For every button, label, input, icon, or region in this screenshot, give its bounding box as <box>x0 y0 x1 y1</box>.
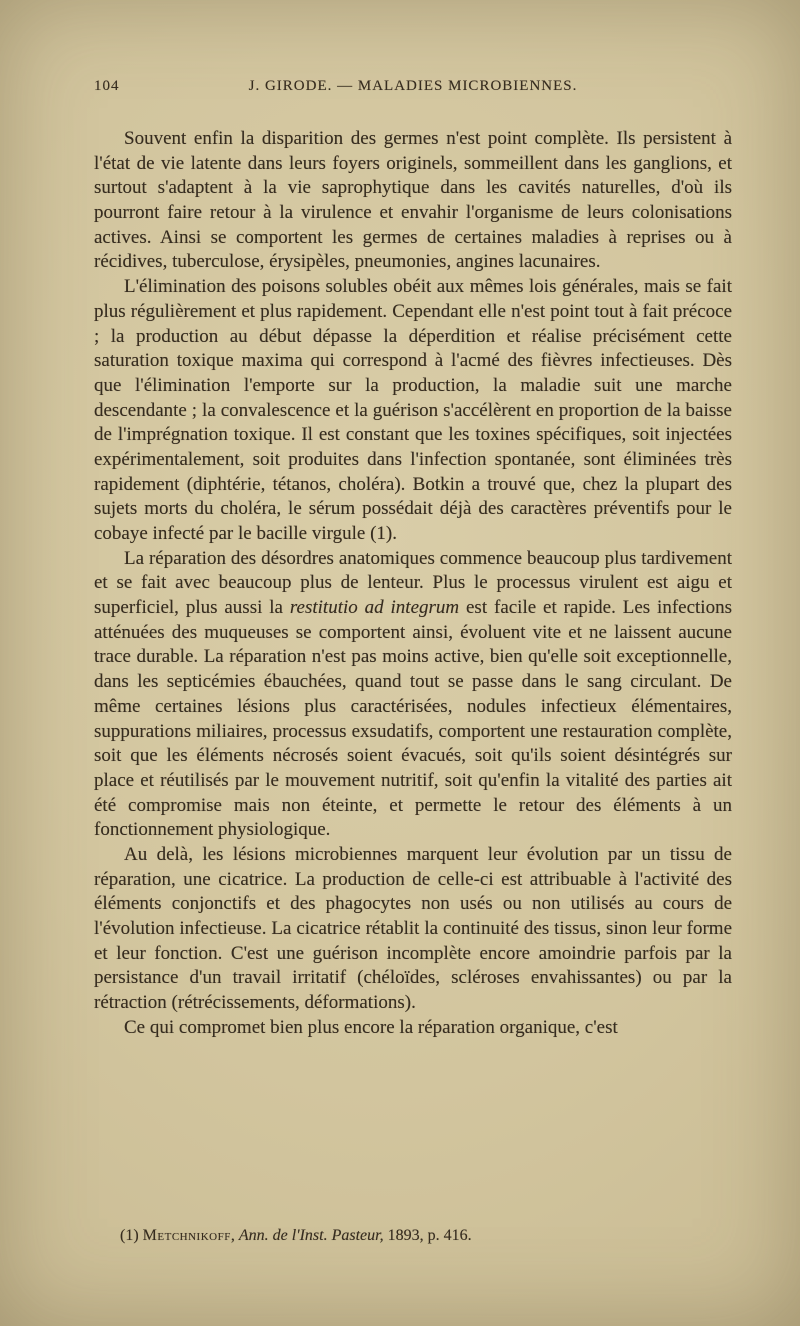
page-number: 104 <box>94 78 120 94</box>
paragraph-4: Au delà, les lésions microbiennes marquent leur évolution par un tissu de réparation, une cicatrice. La production de celle-ci est attribuable à l'activité des éléments conjonctifs et des phagocytes non usés ou non utilisés au cours de l'évolution infectieuse. La cicatrice rétablit la continuité des tissus, sinon leur forme et leur fonction. C'est une guérison incomplète encore amoindrie parfois par la persistance d'un travail irritatif (chéloïdes, scléroses envahissantes) ou par la rétraction (rétrécissements, déformations). <box>94 843 732 1014</box>
paragraph-5: Ce qui compromet bien plus encore la réparation organique, c'est <box>124 1016 618 1038</box>
running-header-title: J. GIRODE. — MALADIES MICROBIENNES. <box>248 78 578 94</box>
paragraph-2: L'élimination des poisons solubles obéit aux mêmes lois générales, mais se fait plus régulièrement et plus rapidement. Cependant elle n'est point tout à fait précoce ; la production au début dépasse la déperdition et réalise précisément cette saturation toxique maxima qui correspond à l'acmé des fièvres infectieuses. Dès que l'élimination l'emporte sur la production, la maladie suit une marche descendante ; la convalescence et la guérison s'accélèrent en proportion de la baisse de l'imprégnation toxique. Il est constant que les toxines spécifiques, soit injectées expérimentalement, soit produites dans l'infection spontanée, sont éliminées très rapidement (diphtérie, tétanos, choléra). Botkin a trouvé que, chez la plupart des sujets morts du choléra, le sérum possédait déjà des caractères préventifs pour le cobaye infecté par le bacille virgule (1). <box>94 276 732 544</box>
paragraph-3: La réparation des désordres anatomiques commence beaucoup plus tardivement et se fait avec beaucoup plus de lenteur. Plus le processus virulent est aigu et superficiel, plus aussi la restitutio ad integrum est facile et rapide. Les infections atténuées des muqueuses se comportent ainsi, évoluent vite et ne laissent aucune trace durable. La réparation n'est pas moins active, bien qu'elle soit exceptionnelle, dans les septicémies ébauchées, quand tout se passe dans le sang circulant. De même certaines lésions plus caractérisées, nodules infectieux élémentaires, suppurations miliaires, processus exsudatifs, comportent une restauration complète, soit que les éléments nécrosés soient évacués, soit qu'ils soient désintégrés sur place et réutilisés par le mouvement nutritif, soit qu'enfin la vitalité des parties ait été compromise mais non éteinte, et permette le retour des éléments à un fonctionnement physiologique. <box>94 547 732 841</box>
page-header <box>94 78 732 100</box>
page-body <box>94 127 732 1040</box>
footnote: (1) Metchnikoff, Ann. de l'Inst. Pasteur, 1893, p. 416. <box>120 1227 472 1244</box>
paragraph-1: Souvent enfin la disparition des germes n'est point complète. Ils persistent à l'état de vie latente dans leurs foyers originels, sommeillent dans les ganglions, et surtout s'adaptent à la vie saprophytique dans les cavités naturelles, d'où ils pourront faire retour à la virulence et envahir l'organisme de leurs colonisations actives. Ainsi se comportent les germes de certaines maladies à reprises ou à récidives, tuberculose, érysipèles, pneumonies, angines lacunaires. <box>94 128 732 273</box>
